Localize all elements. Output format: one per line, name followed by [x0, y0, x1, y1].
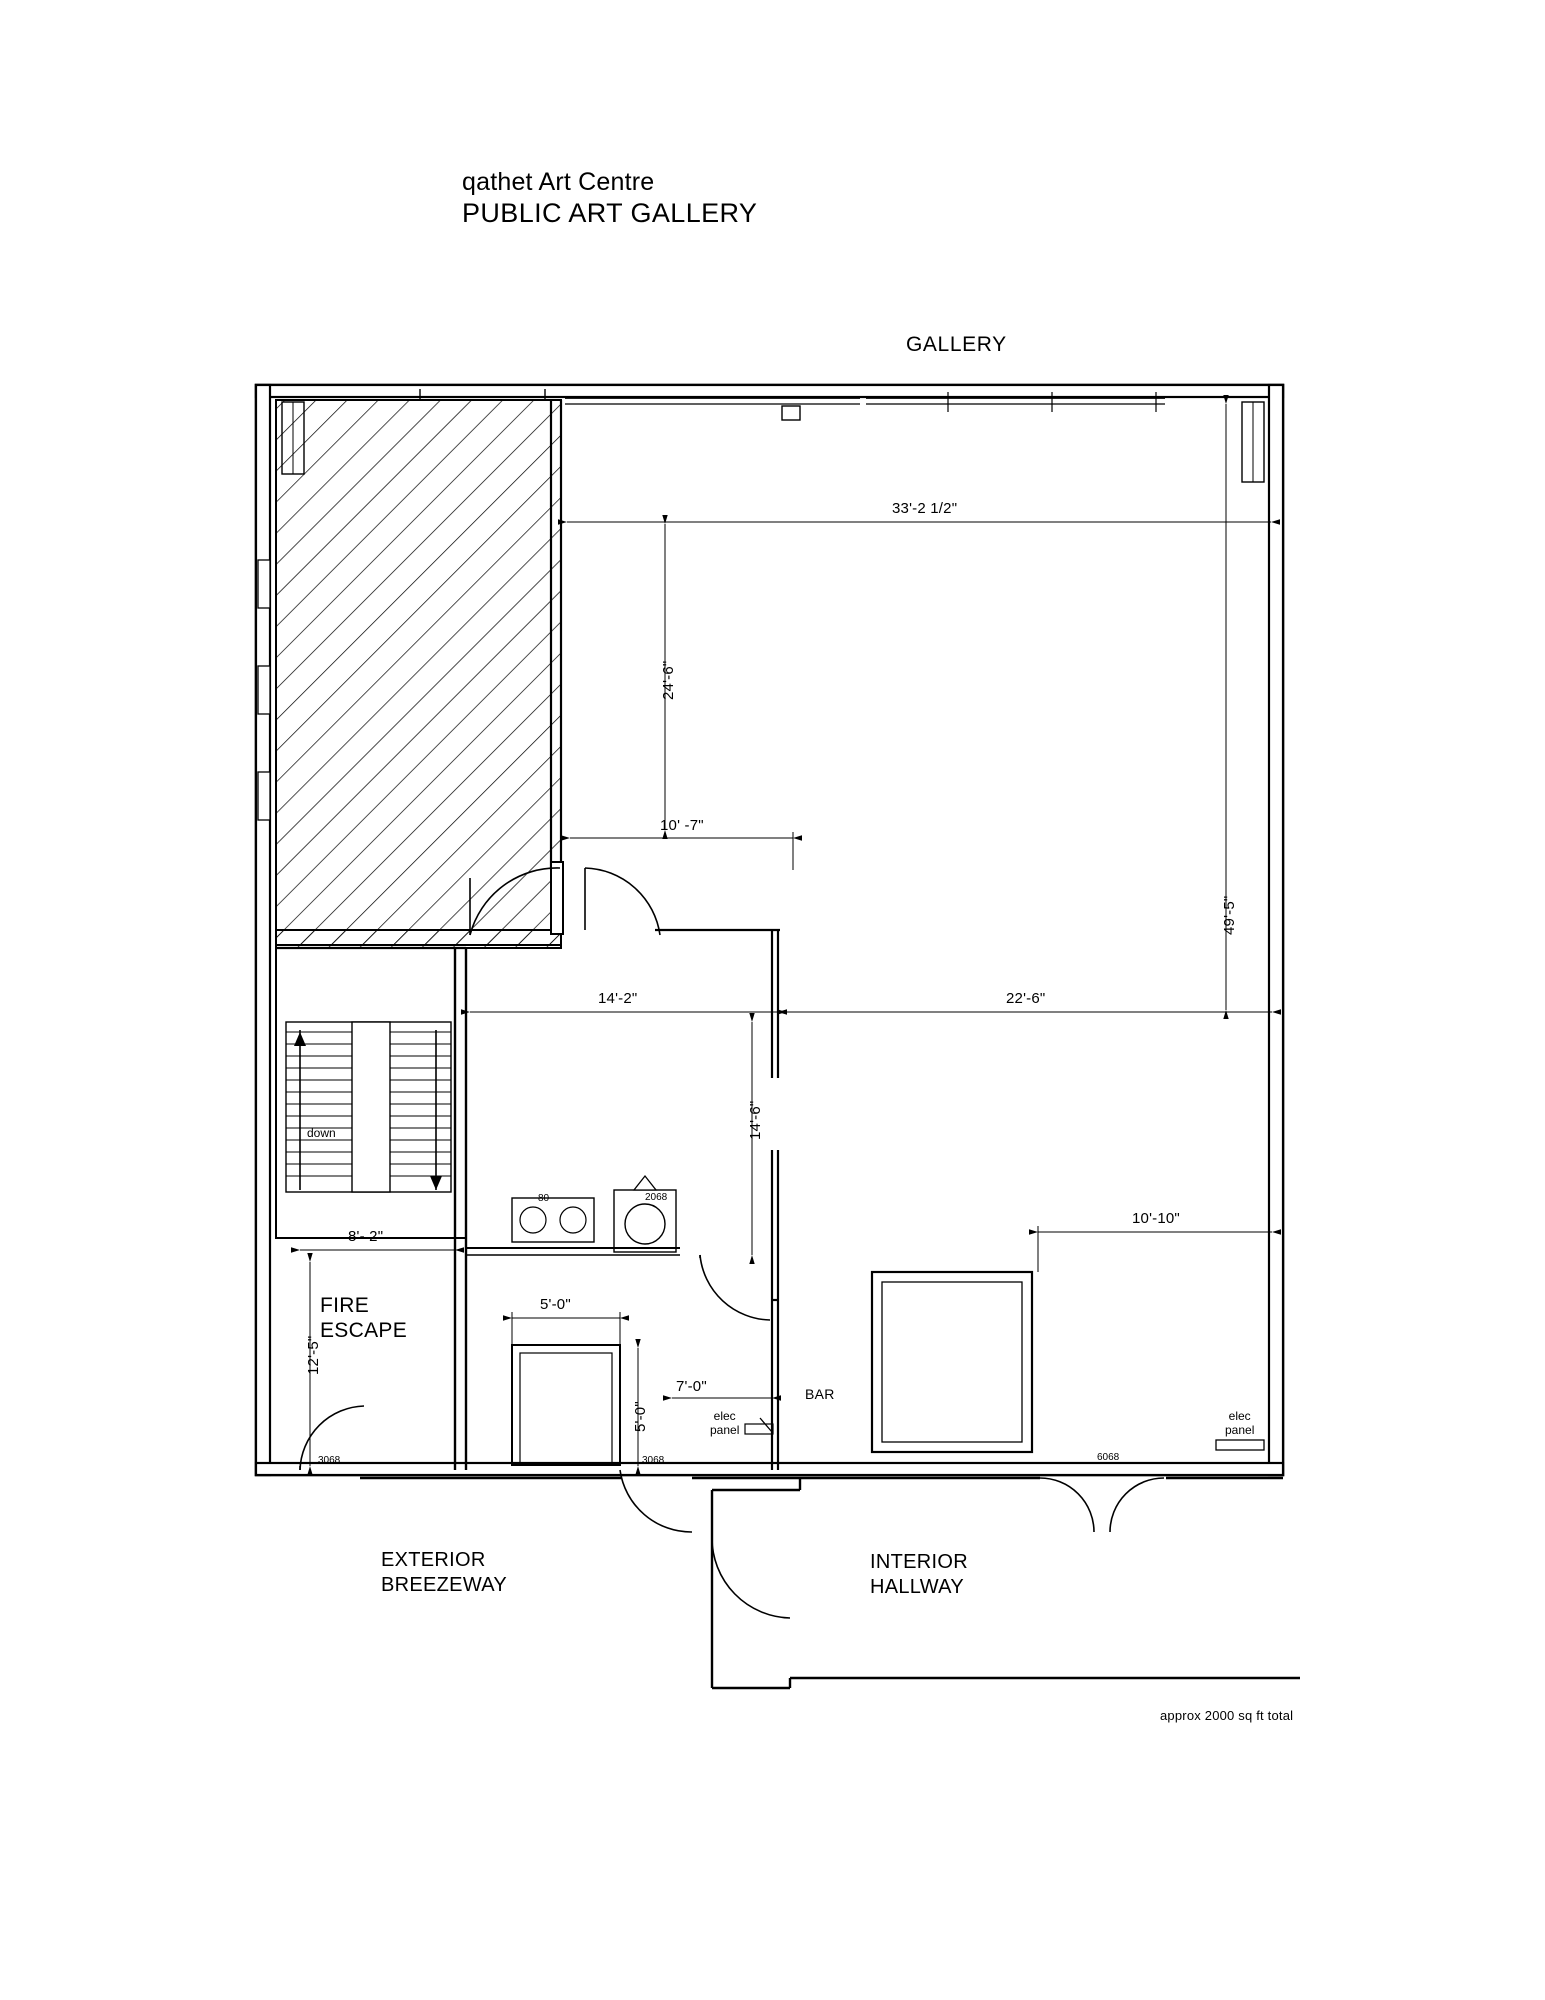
door-tag-2068-wc: 2068: [645, 1192, 668, 1203]
dim-lower-right: 10'-10": [1132, 1210, 1180, 1227]
elec-panel-left-line-2: panel: [710, 1422, 740, 1437]
stair-run: [286, 1022, 451, 1192]
room-label-exterior-breezeway: [381, 1548, 507, 1598]
dim-bar-width: 7'-0": [676, 1378, 707, 1395]
door-swings: [300, 868, 1164, 1618]
door-tag-3068-left: 3068: [318, 1455, 341, 1466]
elec-panel-left-line-1: elec: [713, 1409, 736, 1423]
dim-closet-width: 5'-0": [540, 1296, 571, 1313]
window-right-top: [1242, 402, 1264, 482]
left-wall-windows: [258, 560, 270, 820]
fire-escape-line-1: FIRE: [320, 1294, 370, 1317]
dim-closet-height: 5'-0": [632, 1401, 649, 1432]
fire-escape-line-2: ESCAPE: [320, 1319, 407, 1343]
interior-line-1: INTERIOR: [870, 1551, 968, 1573]
exterior-line-1: EXTERIOR: [381, 1549, 486, 1571]
elec-panel-label-right: [1225, 1410, 1254, 1438]
dim-overall-height: 49'-5": [1221, 895, 1238, 935]
exterior-line-2: BREEZEWAY: [381, 1574, 508, 1596]
footer-note: approx 2000 sq ft total: [1160, 1708, 1294, 1723]
title-line-1: qathet Art Centre: [462, 168, 655, 196]
dim-stair-width: 8'- 2": [348, 1228, 384, 1245]
elec-panel-left: [745, 1418, 773, 1434]
door-tag-6068: 6068: [1097, 1452, 1120, 1463]
hatched-storage-area: [276, 400, 561, 948]
title-line-2: PUBLIC ART GALLERY: [462, 198, 758, 228]
dim-gallery-offset: 10' -7": [660, 817, 704, 834]
elec-panel-right-line-2: panel: [1225, 1422, 1255, 1437]
dim-mid-vertical: 14'-6": [747, 1100, 764, 1140]
counter-tag-80: 80: [538, 1193, 550, 1204]
room-label-interior-hallway: [870, 1550, 968, 1600]
door-tag-3068-mid: 3068: [642, 1455, 665, 1466]
dim-mid-left: 14'-2": [598, 990, 638, 1007]
interior-line-2: HALLWAY: [870, 1576, 964, 1598]
room-label-gallery: GALLERY: [906, 333, 1007, 356]
dim-gallery-width: 33'-2 1/2": [892, 500, 958, 517]
stair-direction-label: down: [307, 1126, 336, 1140]
closet-room: [512, 1345, 620, 1465]
dim-gallery-height-upper: 24'-6": [660, 660, 677, 700]
elec-panel-label-left: [710, 1410, 739, 1438]
dim-fire-escape-height: 12'-5": [305, 1335, 322, 1375]
elec-panel-right: [1216, 1440, 1264, 1450]
bar-counter-room: [872, 1272, 1032, 1452]
dim-mid-right: 22'-6": [1006, 990, 1046, 1007]
room-label-bar: BAR: [805, 1386, 835, 1402]
room-label-fire-escape: [320, 1293, 407, 1343]
elec-panel-right-line-1: elec: [1228, 1409, 1251, 1423]
washroom-fixtures: [512, 1176, 676, 1252]
